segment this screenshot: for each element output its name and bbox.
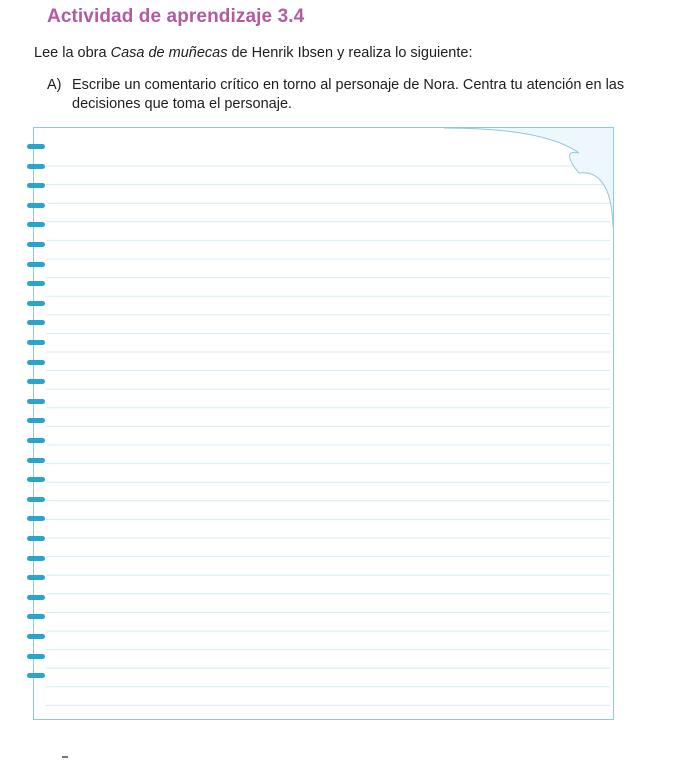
spiral-ring xyxy=(27,320,45,325)
page-curl-corner xyxy=(444,127,614,227)
spiral-ring xyxy=(27,673,45,678)
spiral-ring xyxy=(27,438,45,443)
item-letter: A) xyxy=(47,77,62,93)
spiral-ring xyxy=(27,654,45,659)
spiral-ring xyxy=(27,164,45,169)
writing-area[interactable] xyxy=(33,127,614,720)
spiral-ring xyxy=(27,144,45,149)
item-text: Escribe un comentario crítico en torno al personaje de Nora. Centra tu atención en las decisiones que toma el personaje. xyxy=(72,77,625,112)
spiral-ring xyxy=(27,301,45,306)
page-footer-mark xyxy=(62,756,68,758)
spiral-ring xyxy=(27,458,45,463)
spiral-ring xyxy=(27,399,45,404)
spiral-ring xyxy=(27,203,45,208)
spiral-ring xyxy=(27,477,45,482)
intro-text-before: Lee la obra xyxy=(34,45,111,61)
instructions-intro xyxy=(34,44,473,62)
spiral-ring xyxy=(27,360,45,365)
spiral-ring xyxy=(27,418,45,423)
spiral-ring xyxy=(27,595,45,600)
spiral-ring xyxy=(27,536,45,541)
spiral-ring xyxy=(27,183,45,188)
spiral-ring xyxy=(27,516,45,521)
spiral-ring xyxy=(27,556,45,561)
spiral-ring xyxy=(27,340,45,345)
spiral-ring xyxy=(27,614,45,619)
activity-title: Actividad de aprendizaje 3.4 xyxy=(47,6,305,27)
spiral-ring xyxy=(27,281,45,286)
spiral-ring xyxy=(27,262,45,267)
spiral-ring xyxy=(27,634,45,639)
spiral-ring xyxy=(27,242,45,247)
intro-text-after: de Henrik Ibsen y realiza lo siguiente: xyxy=(227,45,473,61)
spiral-ring xyxy=(27,222,45,227)
spiral-ring xyxy=(27,497,45,502)
intro-work-title: Casa de muñecas xyxy=(110,45,228,61)
spiral-ring xyxy=(27,575,45,580)
spiral-ring xyxy=(27,379,45,384)
